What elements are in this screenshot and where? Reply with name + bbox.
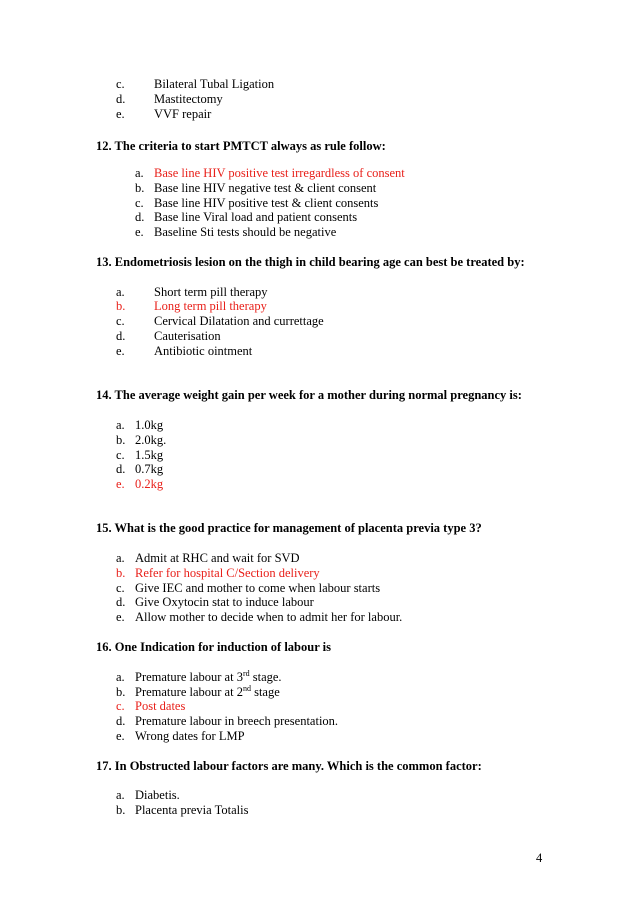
- question-title: 13. Endometriosis lesion on the thigh in child bearing age can best be treated by:: [96, 255, 525, 269]
- question-title: 12. The criteria to start PMTCT always as rule follow:: [96, 139, 386, 153]
- document-page: c. Bilateral Tubal Ligation d. Mastitectomy e. VVF repair 12. The criteria to start PMTCT always as rule follow: a. Base line HIV positive test irregardless of consent b. Base line HIV negative test & client consent c. Base line HIV positive test & client consents d. Base line Viral load and patient consents e. Baseline Sti tests should be negative 13. Endometriosis lesion on the thigh in child bearing age can best be treated by: a. Short term pill therapy b. Long term pill therapy c. Cervical Dilatation and currettage d. Cauterisation e. Antibiotic ointment 14. The average weight gain per week for a mother during normal pregnancy is: a. 1.0kg b. 2.0kg. c. 1.5kg d. 0.7kg e. 0.2kg 15. What is the good practice for management of placenta previa type 3? a. Admit at RHC and wait for SVD b. Refer for hospital C/Section delivery c. Give IEC and mother to come when labour starts d. Give Oxytocin stat to induce labour e. Allow mother to decide when to admit her for labour. 16. One Indication for induction of labour is a. Premature labour at 3rd stage. b. Premature labour at 2nd stage c. Post dates d. Premature labour in breech presentation. e. Wrong dates for LMP 17. In Obstructed labour factors are many. Which is the common factor: a. Diabetis. b. Placenta previa Totalis 4: [96, 77, 543, 865]
- page-number: 4: [536, 851, 543, 865]
- question-title: 14. The average weight gain per week for a mother during normal pregnancy is:: [96, 388, 522, 402]
- question-title: 15. What is the good practice for management of placenta previa type 3?: [96, 521, 482, 535]
- question-title: 16. One Indication for induction of labour is: [96, 640, 331, 654]
- question-title: 17. In Obstructed labour factors are many. Which is the common factor:: [96, 759, 482, 773]
